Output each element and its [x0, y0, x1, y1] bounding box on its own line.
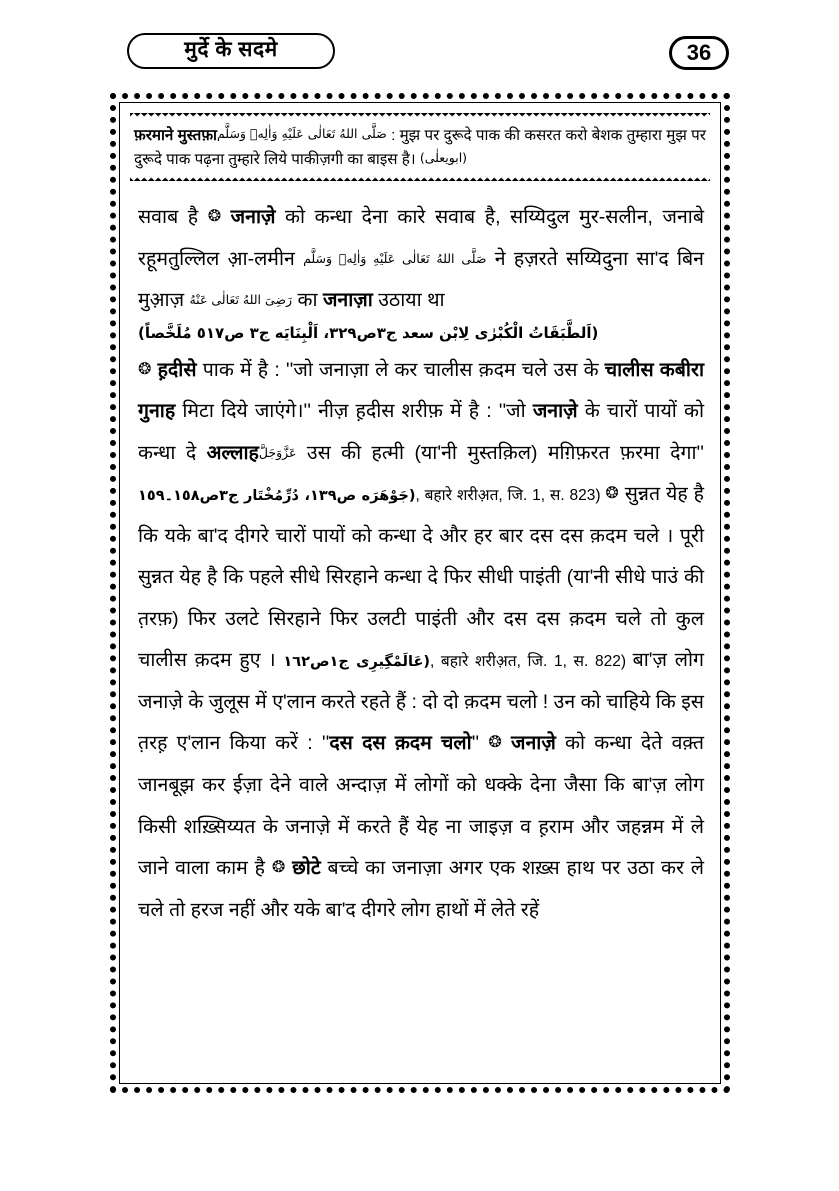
text-run: बच्चे का जनाज़ा अगर एक शख़्स हाथ पर उठा कर ले चले तो हरज नहीं और यके बा'द दीगरे लोग हाथों में लेते रहें [138, 857, 704, 921]
text-run: सवाब है [138, 206, 208, 229]
flower-ornament-icon: ❂ [207, 206, 222, 226]
companion-honorific-arabic: رَضِىَ اللهُ تَعَالٰى عَنْهُ [189, 292, 293, 308]
allah-honorific-arabic: عَزَّوَجَلَّ [258, 444, 297, 460]
text-run: पाक में है : ''जो जनाज़ा ले कर चालीस क़दम चले उस के [202, 358, 605, 381]
hadith-banner [124, 106, 716, 187]
flower-ornament-icon: ❂ [605, 483, 619, 503]
page-header [0, 0, 839, 92]
chapter-title-pill [127, 33, 335, 69]
arabic-citation: (عَالَمْگِيرِى ج١ص١٦٢ [283, 654, 430, 671]
page-number: 36 [686, 40, 712, 65]
chapter-title: मुर्दे के सदमे [184, 38, 278, 61]
text-run-bold: जनाज़े [511, 732, 556, 755]
flower-ornament-icon: ❂ [138, 358, 152, 378]
text-run-bold: जनाज़ा [322, 289, 373, 312]
text-run: सुन्नत येह है कि यके बा'द दीगरे चारों पायों को कन्धा दे और हर बार दस दस क़दम चले । पूरी सुन्नत येह है कि पहले सीधे सिरहाने कन्धा दे फिर सीधी पाइंती (या'नी सीधे पाउं की त़रफ़) फिर उलटे सिरहाने फिर उलटी पाइंती और दस दस क़दम चले तो कुल चालीस क़दम हुए । [138, 483, 704, 672]
text-run: उस की हत्मी (या'नी मुस्तक़िल) मग़िफ़रत फ़रमा देगा'' [296, 441, 704, 464]
text-run-bold: दस दस क़दम चलो [329, 732, 472, 755]
body-paragraph [138, 197, 704, 350]
zigzag-border-top [130, 113, 710, 120]
page-number-pill [669, 36, 729, 70]
hadith-banner-source: (ابویعلٰی) [419, 149, 468, 165]
book-reference: , बहारे शरीअ़त, जि. 1, स. 822) [429, 653, 633, 671]
text-run: बा'ज़ लोग जनाज़े के जुलूस में ए'लान करते रहते हैं : दो दो क़दम चलो ! उन को चाहिये कि इस त़रह़ ए'लान किया करें : '' [138, 649, 705, 755]
prophet-honorific-arabic: صَلَّى اللهُ تَعَالٰى عَلَيْهِ وَاٰلِهٖ وَسَلَّم [303, 250, 487, 266]
body-paragraph [138, 350, 704, 931]
book-reference: , बहारे शरीअ़त, जि. 1, स. 823) [415, 487, 606, 505]
text-run: का [292, 289, 323, 312]
main-body-text [120, 187, 720, 937]
text-run: को कन्धा देना कारे सवाब है, सय्यिदुल मुर-सलीन, जनाबे रहूमतुल्लिल आ़-लमीन [138, 206, 704, 270]
text-run: '' [471, 732, 489, 755]
text-run: मिटा दिये जाएंगे।'' नीज़ ह़दीस शरीफ़ में है : ''जो [175, 400, 533, 423]
flower-ornament-icon: ❂ [488, 732, 502, 752]
arabic-citation: (جَوْهَرَه ص١٣٩، دُرِّمُخْتَار ج٣ص١٥٨۔١٥٩ [138, 488, 416, 505]
text-run: के चारों पायों को कन्धा दे [138, 400, 704, 464]
page-content-area [119, 102, 721, 1084]
hadith-banner-label: फ़रमाने मुस्तफ़ा [134, 127, 217, 144]
text-run-bold: जनाज़े [230, 206, 276, 229]
hadith-banner-text [130, 120, 710, 174]
text-run-bold: अल्लाह [206, 441, 259, 464]
text-run-bold: छोटे [292, 857, 321, 880]
arabic-citation: (اَلطَّبَقَاتُ الْكُبْرٰى لِابْن سعد ج٣ص٣٢٩، اَلْبِنَايَه ج٣ ص٥١٧ مُلَخَّصاً) [138, 323, 599, 342]
page-border-frame [110, 93, 730, 1093]
hadith-banner-content: : मुझ पर दुरूदे पाक की कसरत करो बेशक तुम्हारा मुझ पर दुरूदे पाक पढ़ना तुम्हारे लिये पाकीज़गी का बाइस है। [134, 127, 706, 168]
text-run-bold: ह़दीसे [157, 358, 197, 381]
text-run-bold: जनाज़े [532, 400, 578, 423]
text-run-bold: चालीस कबीरा गुनाह [138, 358, 704, 423]
prophet-honorific-arabic: صَلَّى اللهُ تَعَالٰى عَلَيْهِ وَاٰلِهٖ وَسَلَّم [216, 126, 387, 141]
text-run: ने हज़रते सय्यिदुना सा'द बिन मुआ़ज़ [138, 247, 704, 312]
text-run: को कन्धा देते वक़्त जानबूझ कर ईज़ा देने वाले अन्दाज़ में लोगों को धक्के देना जैसा कि बा'ज़ लोग किसी शख़्सिय्यत के जनाज़े में करते हैं येह ना जाइज़ व ह़राम और जहन्नम में ले जाने वाला काम है [138, 732, 704, 880]
flower-ornament-icon: ❂ [271, 857, 286, 877]
text-run: उठाया था [372, 289, 445, 312]
zigzag-border-bottom [130, 174, 710, 181]
